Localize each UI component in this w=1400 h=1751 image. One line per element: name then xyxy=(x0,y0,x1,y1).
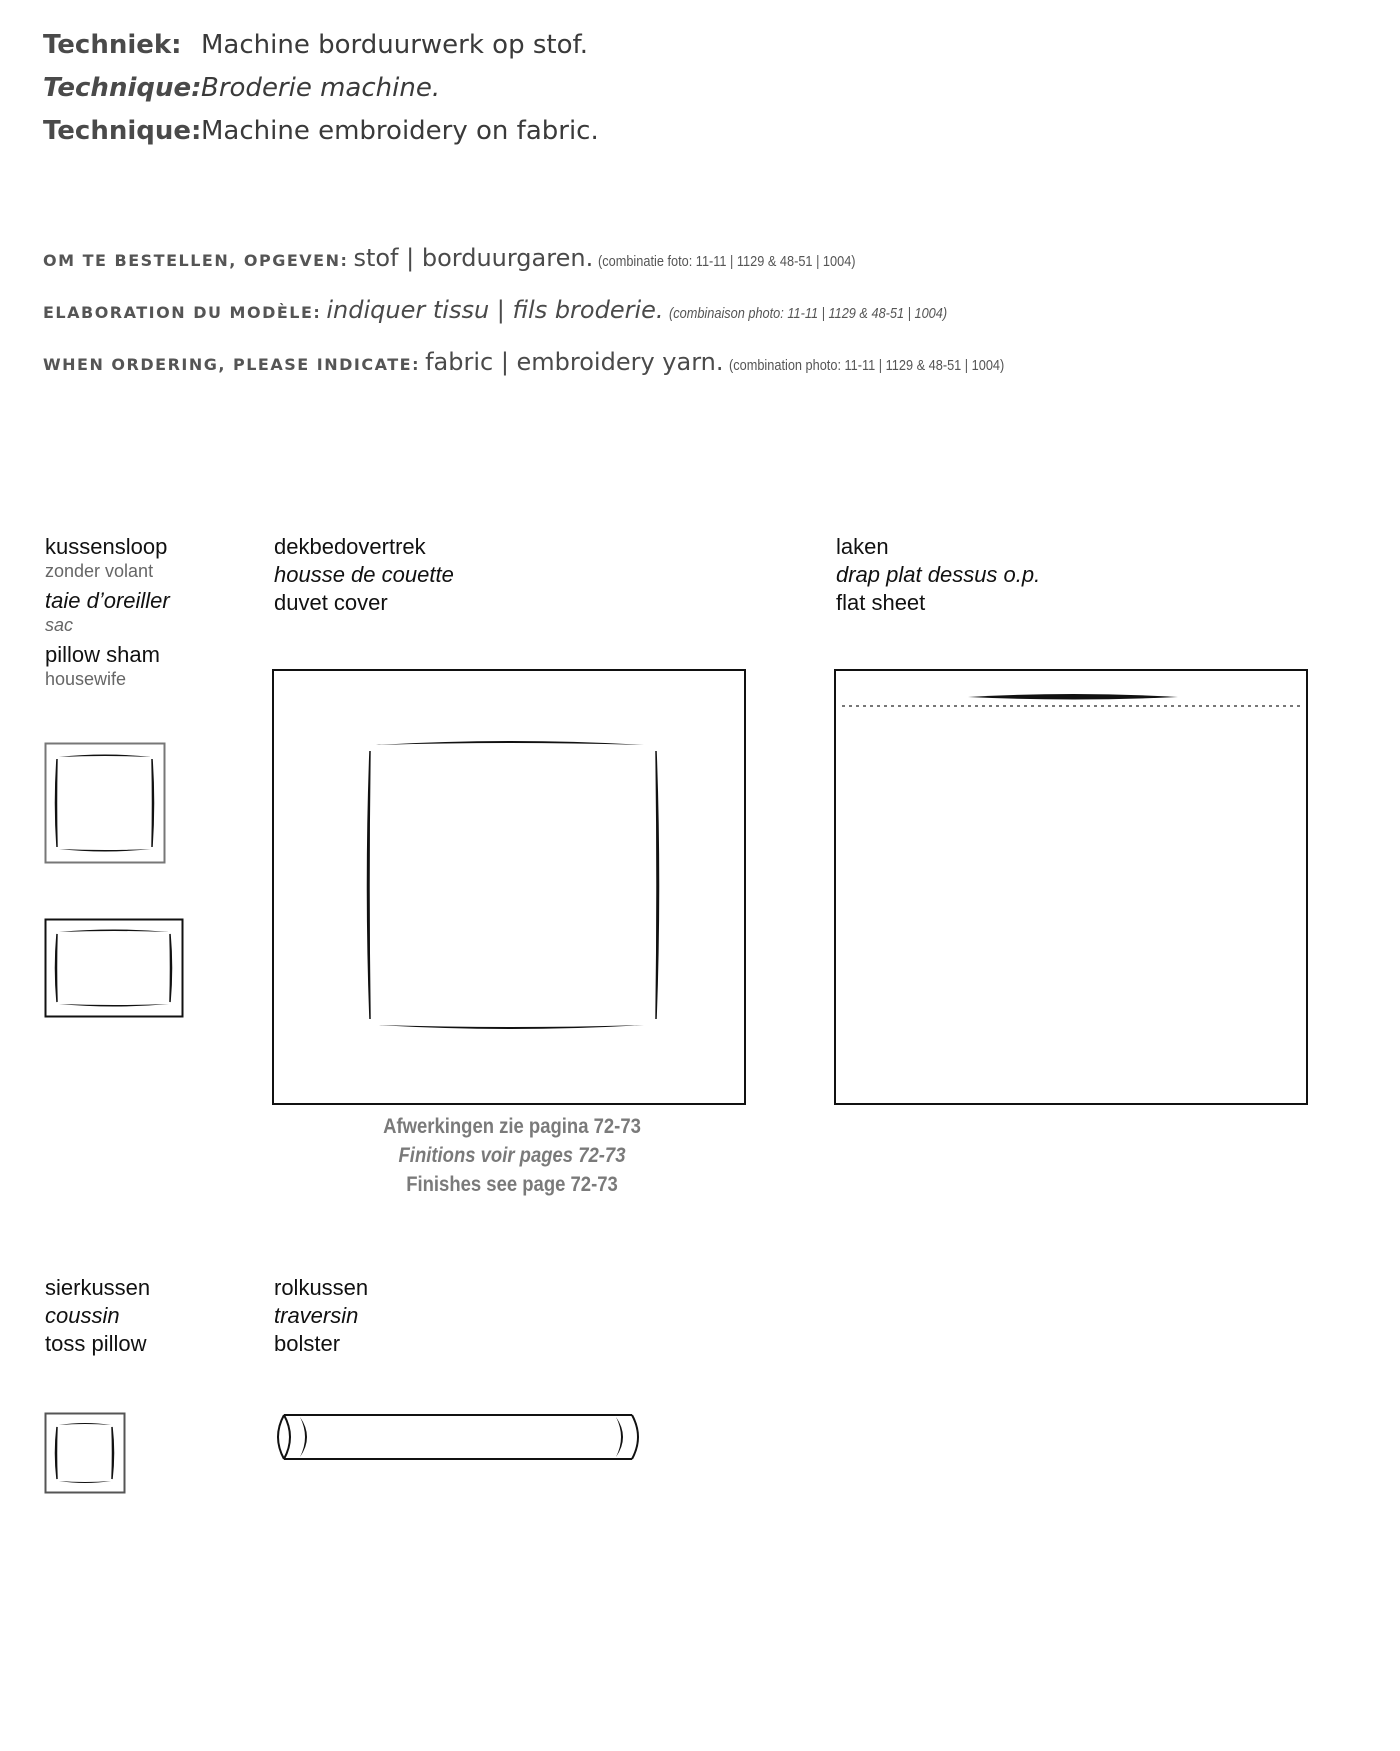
finishes-fr: Finitions voir pages 72-73 xyxy=(398,1144,626,1167)
bolster-nl: rolkussen xyxy=(274,1275,369,1300)
sheet-en: flat sheet xyxy=(836,590,926,615)
ordering-note: (combinatie foto: 11-11 | 1129 & 48-51 | 1004) xyxy=(598,253,856,270)
ordering-value: stof | borduurgaren. xyxy=(353,244,594,272)
technique-label: Technique: xyxy=(43,116,202,146)
technique-en xyxy=(43,116,599,146)
toss-fr: coussin xyxy=(45,1303,120,1328)
duvet-en: duvet cover xyxy=(274,590,388,615)
bolster-labels xyxy=(274,1274,368,1358)
flat-sheet-diagram xyxy=(834,669,1308,1105)
technique-value: Machine embroidery on fabric. xyxy=(201,116,599,146)
bolster-diagram xyxy=(270,1413,646,1461)
technique-nl xyxy=(43,30,588,60)
technique-value: Machine borduurwerk op stof. xyxy=(201,30,589,60)
pillowcase-fr: taie d’oreiller xyxy=(45,588,170,613)
technique-value: Broderie machine. xyxy=(201,73,441,103)
duvet-labels xyxy=(274,533,454,617)
bolster-en: bolster xyxy=(274,1331,341,1356)
sheet-fr: drap plat dessus o.p. xyxy=(836,562,1041,587)
duvet-cover-diagram xyxy=(272,669,746,1105)
ordering-label: OM TE BESTELLEN, OPGEVEN: xyxy=(43,251,349,270)
ordering-value: fabric | embroidery yarn. xyxy=(425,348,724,376)
duvet-fr: housse de couette xyxy=(274,562,454,587)
pillowcase-en: pillow sham xyxy=(45,642,160,667)
toss-pillow-diagram xyxy=(45,1413,125,1493)
sheet-nl: laken xyxy=(836,534,889,559)
pillowcase-rect-diagram xyxy=(45,919,183,1017)
finishes-nl: Afwerkingen zie pagina 72-73 xyxy=(383,1115,641,1138)
technique-label: Technique: xyxy=(43,73,202,103)
bolster-fr: traversin xyxy=(274,1303,359,1328)
toss-nl: sierkussen xyxy=(45,1275,151,1300)
technique-label: Techniek: xyxy=(43,30,182,60)
pillowcase-labels xyxy=(45,533,170,689)
finishes-note xyxy=(301,1112,723,1199)
technique-fr xyxy=(43,73,440,103)
ordering-note: (combinaison photo: 11-11 | 1129 & 48-51 | 1004) xyxy=(668,305,947,322)
ordering-note: (combination photo: 11-11 | 1129 & 48-51 | 1004) xyxy=(728,357,1004,374)
pillowcase-nl: kussensloop xyxy=(45,534,168,559)
finishes-en: Finishes see page 72-73 xyxy=(406,1173,618,1196)
pillowcase-nl-sub: zonder volant xyxy=(45,561,154,581)
duvet-nl: dekbedovertrek xyxy=(274,534,426,559)
pillowcase-en-sub: housewife xyxy=(45,669,127,689)
toss-en: toss pillow xyxy=(45,1331,147,1356)
toss-pillow-labels xyxy=(45,1274,150,1358)
ordering-en xyxy=(43,347,1052,381)
pillowcase-square-diagram xyxy=(45,743,165,863)
ordering-label: WHEN ORDERING, PLEASE INDICATE: xyxy=(43,355,420,374)
ordering-nl xyxy=(43,243,901,277)
ordering-value: indiquer tissu | fils broderie. xyxy=(326,296,664,324)
ordering-label: ELABORATION DU MODÈLE: xyxy=(43,303,322,322)
ordering-fr xyxy=(43,295,996,329)
sheet-labels xyxy=(836,533,1040,617)
pillowcase-fr-sub: sac xyxy=(45,615,74,635)
